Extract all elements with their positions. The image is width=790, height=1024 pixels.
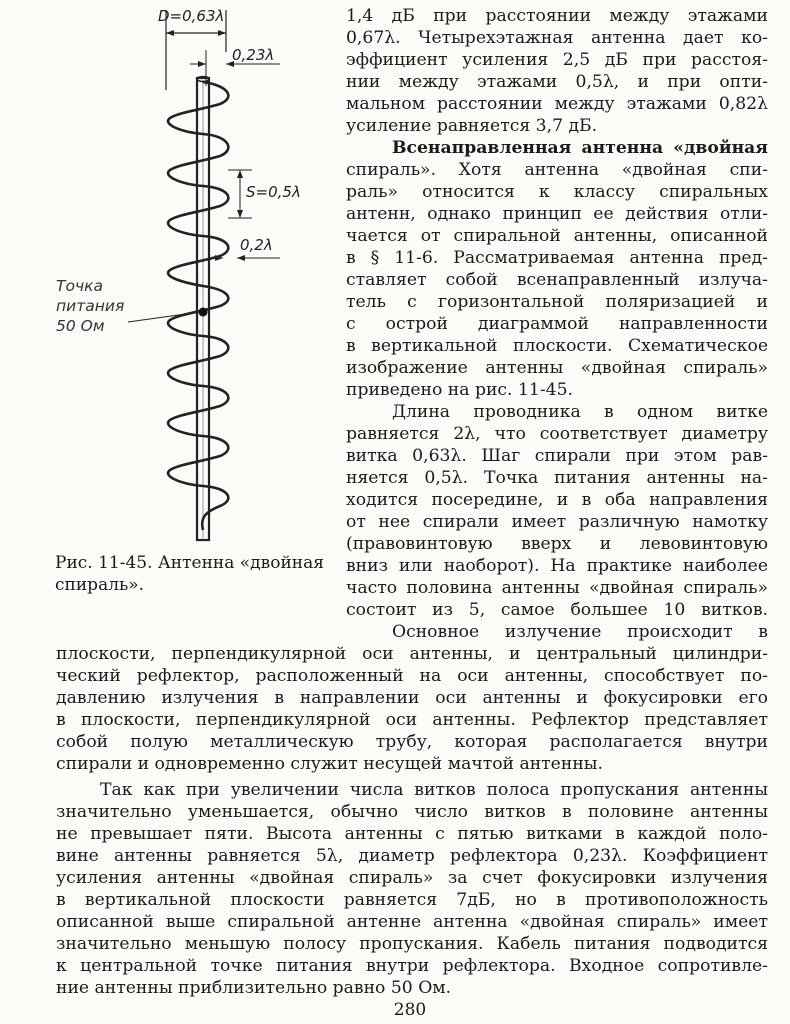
text-line: часто половина антенны «двойная спираль» — [346, 578, 768, 598]
text-line: в плоскости, перпендикулярной оси антенны. Рефлектор представляет — [56, 710, 768, 730]
text-line: 0,67λ. Четырехэтажная антенна дает ко- — [346, 28, 768, 48]
text-line: антенн, однако принцип ее действия отли- — [346, 204, 768, 224]
reflector-diameter-label: 0,23λ — [232, 46, 275, 64]
text-line: эффициент усиления 2,5 дБ при расстоя- — [346, 50, 768, 70]
text-line: тель с горизонтальной поляризацией и — [346, 292, 768, 312]
text-line: собой полую металлическую трубу, которая располагается внутри — [56, 732, 768, 752]
text-line: ставляет собой всенаправленный излуча- — [346, 270, 768, 290]
text-line: от нее спирали имеет различную намотку — [346, 512, 768, 532]
text-line: изображение антенны «двойная спираль» — [346, 358, 768, 378]
text-line: Длина проводника в одном витке — [392, 402, 768, 422]
text-line: спирали и одновременно служит несущей мачтой антенны. — [56, 754, 603, 774]
page-number: 280 — [393, 1000, 427, 1020]
text-line: не превышает пяти. Высота антенны с пятью витками в каждой поло- — [56, 824, 768, 844]
feed-point-label — [56, 276, 124, 336]
antenna-figure — [30, 0, 330, 545]
text-line: с острой диаграммой направленности — [346, 314, 768, 334]
text-line: значительно меньшую полосу пропускания. Кабель питания подводится — [56, 934, 768, 954]
text-line: вине антенны равняется 5λ, диаметр рефлектора 0,23λ. Коэффициент — [56, 846, 768, 866]
text-line: нии между этажами 0,5λ, и при опти- — [346, 72, 768, 92]
figure-caption: Рис. 11-45. Антенна «двойная спираль». — [55, 553, 324, 595]
text-line: приведено на рис. 11-45. — [346, 380, 573, 400]
text-line: мальном расстоянии между этажами 0,82λ — [346, 94, 768, 114]
text-line: описанной выше спиральной антенне антенна «двойная спираль» имеет — [56, 912, 768, 932]
text-line: давлению излучения в направлении оси антенны и фокусировки его — [56, 688, 768, 708]
text-line: значительно уменьшается, обычно число витков в половине антенны — [56, 802, 768, 822]
text-line: состоит из 5, самое большее 10 витков. — [346, 600, 768, 620]
text-line: к центральной точке питания внутри рефлектора. Входное сопротивле- — [56, 956, 768, 976]
text-line: усиления антенны «двойная спираль» за счет фокусировки излучения — [56, 868, 768, 888]
text-line: в § 11-6. Рассматриваемая антенна пред- — [346, 248, 768, 268]
text-line: (правовинтовую вверх и левовинтовую — [346, 534, 768, 554]
text-line: усиление равняется 3,7 дБ. — [346, 116, 598, 136]
feed-label-line: Точка — [56, 277, 103, 295]
text-line: 1,4 дБ при расстоянии между этажами — [346, 6, 768, 26]
text-line: раль» относится к классу спиральных — [346, 182, 768, 202]
text-line: плоскости, перпендикулярной оси антенны, и центральный цилиндри- — [56, 644, 768, 664]
feed-label-line: питания — [56, 297, 125, 315]
text-line: равняется 2λ, что соответствует диаметру — [346, 424, 768, 444]
section-heading: Всенаправленная антенна «двойная — [392, 138, 768, 158]
text-line: в вертикальной плоскости. Схематическое — [346, 336, 768, 356]
text-line: Так как при увеличении числа витков полоса пропускания антенны — [100, 780, 768, 800]
feed-label-line: 50 Ом — [56, 317, 105, 335]
text-line: ходится посередине, и в оба направления — [346, 490, 768, 510]
text-line: ние антенны приблизительно равно 50 Ом. — [56, 978, 452, 998]
text-line: чается от спиральной антенны, описанной — [346, 226, 768, 246]
double-helix-antenna-drawing — [30, 0, 330, 545]
text-line: вниз или наоборот). На практике наиболее — [346, 556, 768, 576]
text-line: ческий рефлектор, расположенный на оси антенны, способствует по- — [56, 666, 768, 686]
text-line: витка 0,63λ. Шаг спирали при этом рав- — [346, 446, 768, 466]
width-label: 0,2λ — [240, 236, 273, 254]
text-line: Основное излучение происходит в — [392, 622, 768, 642]
text-line: спираль». Хотя антенна «двойная спи- — [346, 160, 768, 180]
text-line: няется 0,5λ. Точка питания антенны на- — [346, 468, 768, 488]
diameter-label: D=0,63λ — [158, 7, 225, 25]
text-line: в вертикальной плоскости равняется 7дБ, но в противоположность — [56, 890, 768, 910]
pitch-label: S=0,5λ — [246, 183, 301, 201]
